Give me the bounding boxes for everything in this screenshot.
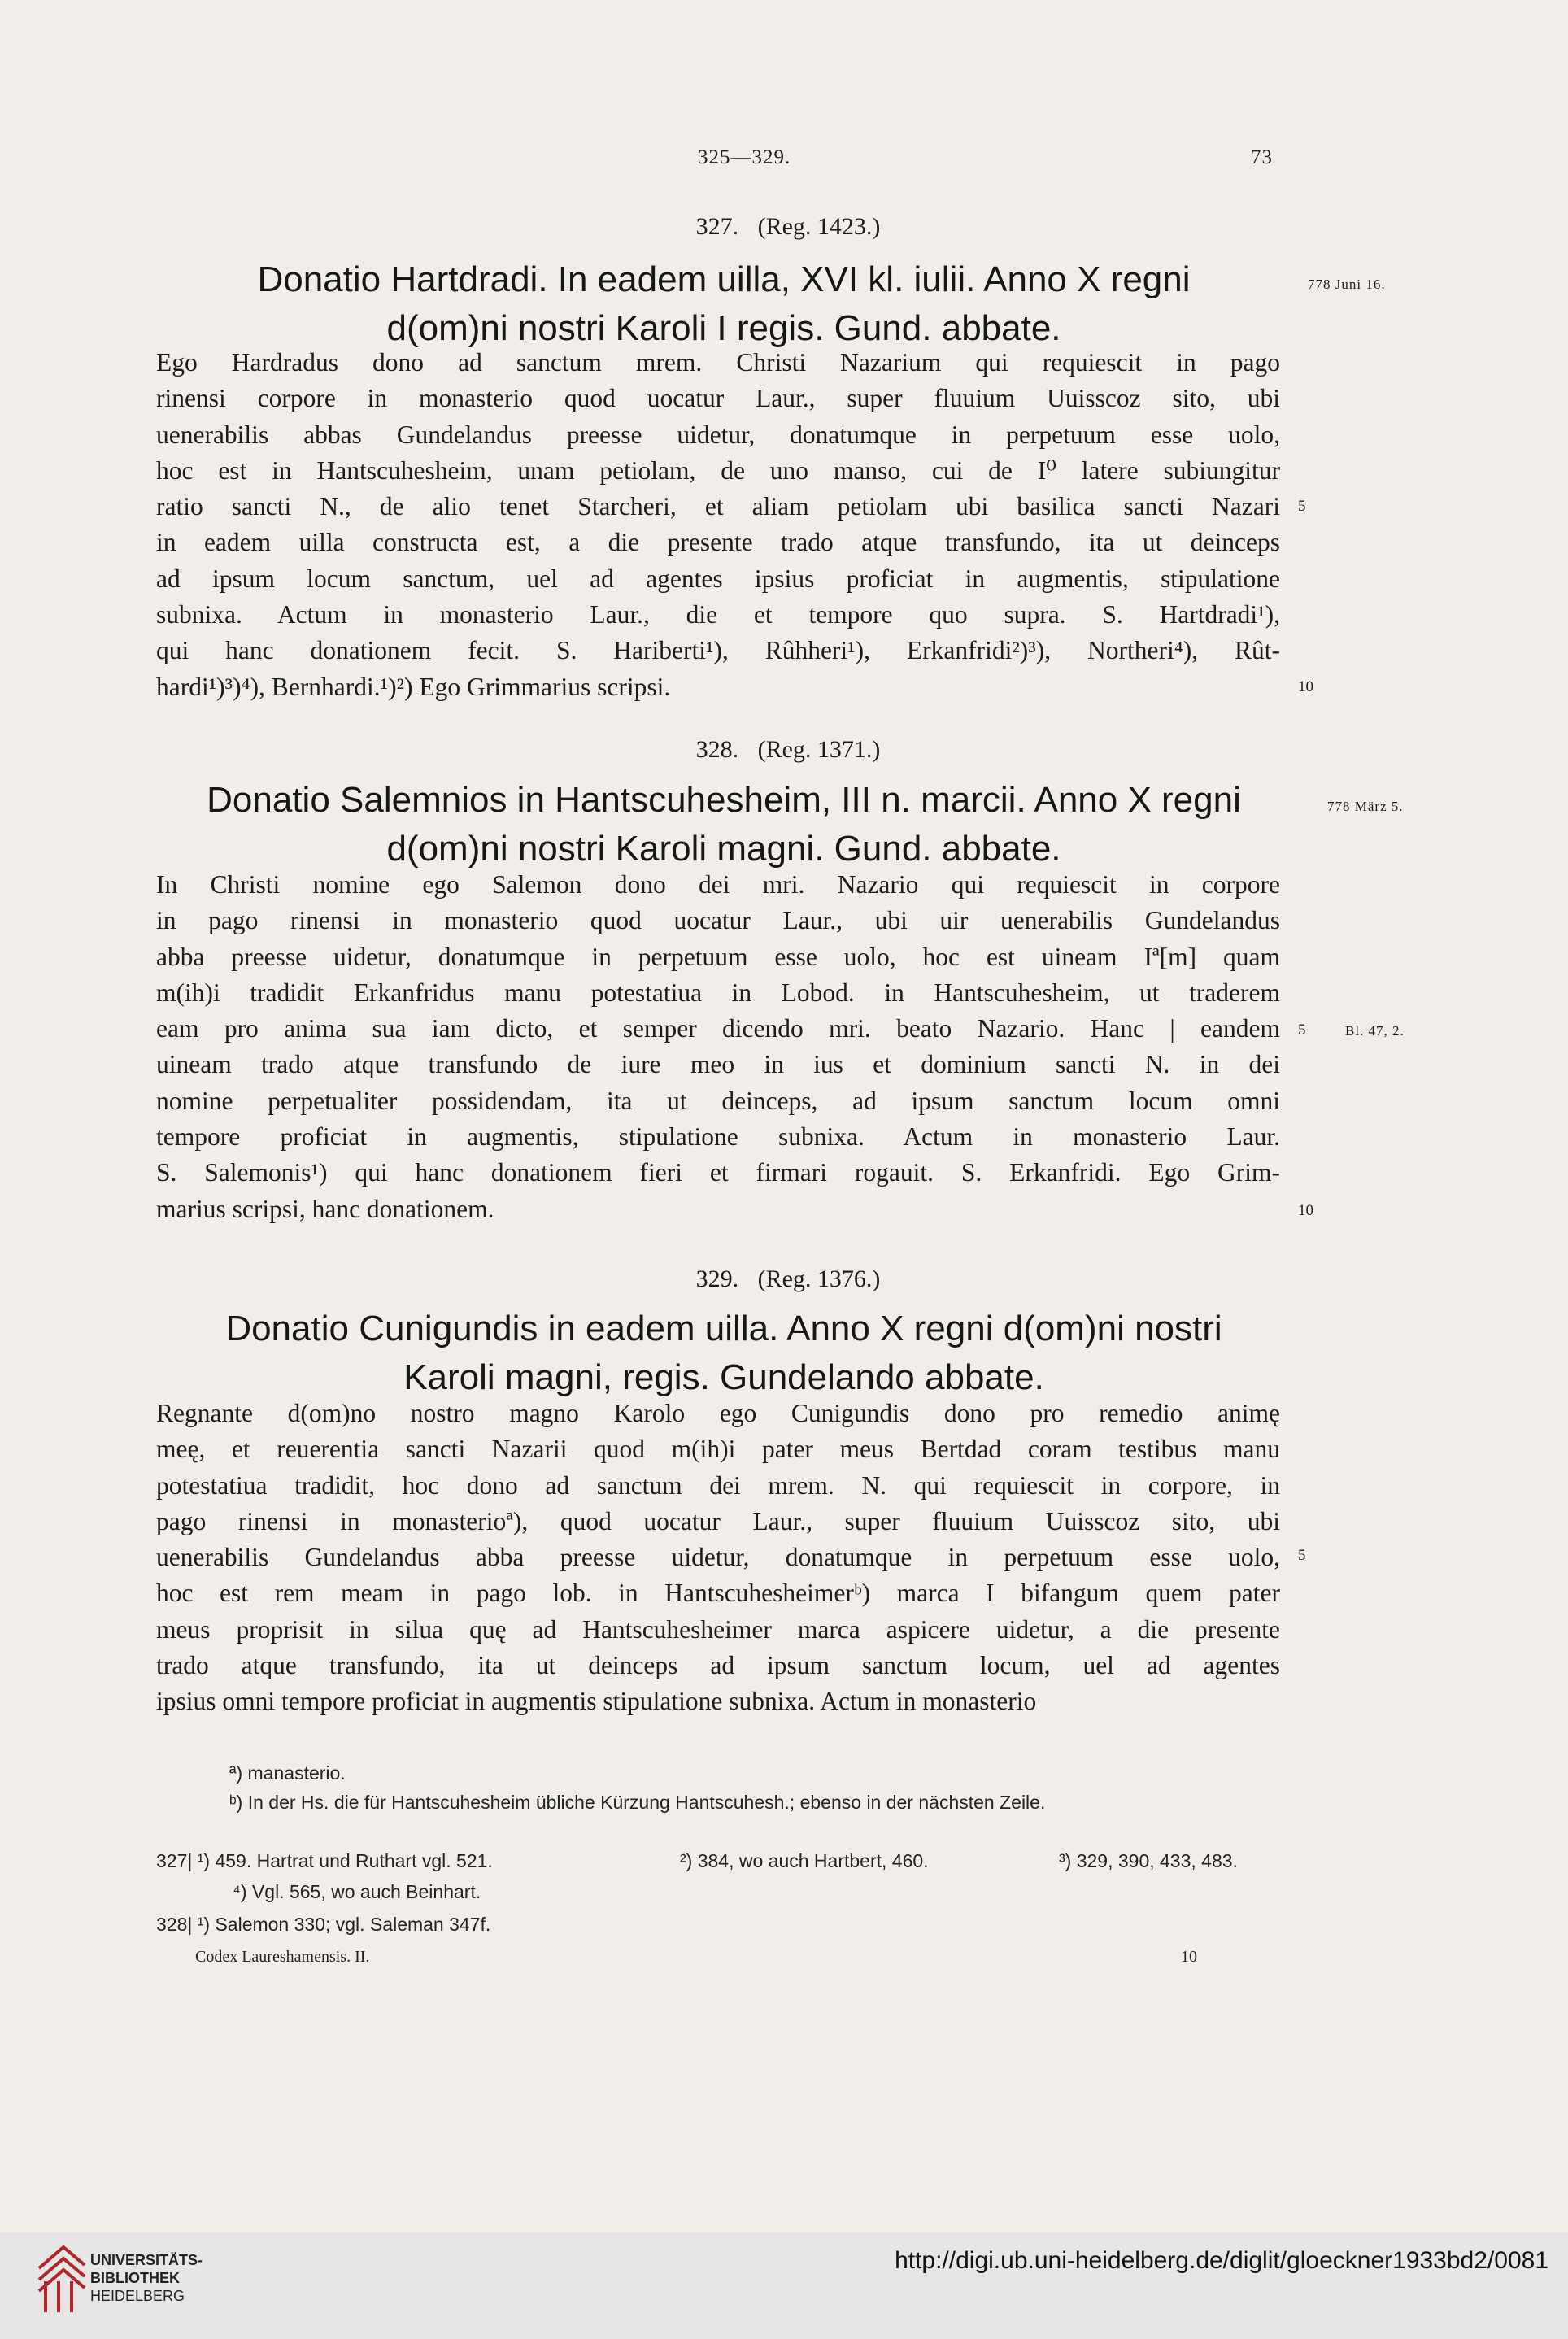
text-line: trado atque transfundo, ita ut deinceps ad ipsum sanctum locum, uel ad agentes [156,1651,1280,1680]
footnote-b: ᵇ) In der Hs. die für Hantscuhesheim übliche Kürzung Hantscuhesh.; ebenso in der nächsten Zeile. [229,1792,1046,1813]
sheet-signature: 10 [1181,1948,1197,1966]
library-name-line: UNIVERSITÄTS- [90,2252,203,2268]
text-line: Ego Hardradus dono ad sanctum mrem. Christi Nazarium qui requiescit in pago [156,348,1280,377]
text-line: tempore proficiat in augmentis, stipulatione subnixa. Actum in monasterio Laur. [156,1122,1280,1152]
text-line: hardi¹)³)⁴), Bernhardi.¹)²) Ego Grimmarius scripsi. [156,672,671,701]
title-line: Donatio Salemnios in Hantscuhesheim, III n. marcii. Anno X regni [207,780,1241,820]
text-line: ipsius omni tempore proficiat in augmentis stipulatione subnixa. Actum in monasterio [156,1687,1037,1716]
note-327-3: ³) 329, 390, 433, 483. [1059,1850,1238,1871]
note-327-1: 327| ¹) 459. Hartrat und Ruthart vgl. 521. [156,1850,493,1871]
text-line: meę, et reuerentia sancti Nazarii quod m(ih)i pater meus Bertdad coram testibus manu [156,1435,1280,1464]
codex-name: Codex Laureshamensis. II. [195,1948,370,1966]
note-327-2: ²) 384, wo auch Hartbert, 460. [680,1850,929,1871]
entry-327-body [156,345,1280,705]
running-head-range: 325—329. [698,146,791,168]
entry-328-date: 778 März 5. [1327,799,1404,814]
title-line: d(om)ni nostri Karoli magni. Gund. abbate. [386,829,1061,869]
text-line: uineam trado atque transfundo de iure meo in ius et dominium sancti N. in dei [156,1050,1280,1079]
library-logo-icon [31,2241,96,2319]
text-line: ratio sancti N., de alio tenet Starcheri, et aliam petiolam ubi basilica sancti Nazari [156,492,1280,521]
text-line: eam pro anima sua iam dicto, et semper dicendo mri. beato Nazario. Hanc | eandem [156,1014,1280,1043]
title-line: Karoli magni, regis. Gundelando abbate. [403,1357,1044,1397]
entry-reg: (Reg. 1376.) [757,1265,881,1292]
entry-327-date: 778 Juni 16. [1308,277,1386,292]
entry-329-body [156,1396,1280,1720]
text-line: hoc est in Hantscuhesheim, unam petiolam, de uno manso, cui de I⁰ latere subiungitur [156,455,1280,485]
text-line: uenerabilis abbas Gundelandus preesse uidetur, donatumque in perpetuum esse uolo, [156,420,1280,449]
text-line: potestatiua tradidit, hoc dono ad sanctum dei mrem. N. qui requiescit in corpore, in [156,1470,1280,1500]
line-marker: 5 [1298,1021,1306,1039]
entry-328-title [163,776,1285,873]
text-line: pago rinensi in monasterioª), quod uocatur Laur., super fluuium Uuisscoz sito, ubi [156,1506,1280,1535]
text-line: hoc est rem meam in pago lob. in Hantscuhesheimerᵇ) marca I bifangum quem pater [156,1579,1280,1608]
text-line: rinensi corpore in monasterio quod uocatur Laur., super fluuium Uuisscoz sito, ubi [156,384,1280,413]
title-line: Donatio Cunigundis in eadem uilla. Anno X regni d(om)ni nostri [225,1309,1222,1348]
text-line: S. Salemonis¹) qui hanc donationem fieri et firmari rogauit. S. Erkanfridi. Ego Grim- [156,1158,1280,1187]
entry-329-heading [0,1265,1568,1293]
text-line: uenerabilis Gundelandus abba preesse uidetur, donatumque in perpetuum esse uolo, [156,1543,1280,1572]
text-line: ad ipsum locum sanctum, uel ad agentes ipsius proficiat in augmentis, stipulatione [156,564,1280,593]
text-line: in pago rinensi in monasterio quod uocatur Laur., ubi uir uenerabilis Gundelandus [156,906,1280,935]
line-marker: 5 [1298,1547,1306,1564]
line-marker: 5 [1298,498,1306,515]
footnote-a: ª) manasterio. [229,1762,346,1784]
text-line: In Christi nomine ego Salemon dono dei mri. Nazario qui requiescit in corpore [156,870,1280,899]
text-line: meus proprisit in silua quę ad Hantscuhesheimer marca aspicere uidetur, a die presente [156,1614,1280,1644]
entry-328-body [156,867,1280,1227]
text-line: in eadem uilla constructa est, a die presente trado atque transfundo, ita ut deinceps [156,528,1280,557]
text-line: qui hanc donationem fecit. S. Hariberti¹), Rûhheri¹), Erkanfridi²)³), Northeri⁴), Rût- [156,636,1280,665]
note-328-1: 328| ¹) Salemon 330; vgl. Saleman 347f. [156,1914,491,1935]
sheet-reference: Bl. 47, 2. [1345,1023,1405,1039]
note-327-4: ⁴) Vgl. 565, wo auch Beinhart. [233,1881,481,1902]
entry-reg: (Reg. 1371.) [757,736,881,763]
title-line: d(om)ni nostri Karoli I regis. Gund. abbate. [386,308,1061,348]
text-line: abba preesse uidetur, donatumque in perpetuum esse uolo, hoc est uineam Iª[m] quam [156,942,1280,971]
entry-number: 327. [695,213,739,240]
library-name-line: HEIDELBERG [90,2288,185,2304]
title-line: Donatio Hartdradi. In eadem uilla, XVI kl. iulii. Anno X regni [257,259,1191,299]
line-marker: 10 [1298,1202,1313,1219]
text-line: subnixa. Actum in monasterio Laur., die et tempore quo supra. S. Hartdradi¹), [156,600,1280,629]
page-number: 73 [1251,146,1273,168]
text-line: m(ih)i tradidit Erkanfridus manu potestatiua in Lobod. in Hantscuhesheim, ut traderem [156,978,1280,1007]
library-name-line: BIBLIOTHEK [90,2270,180,2286]
text-line: marius scripsi, hanc donationem. [156,1194,494,1223]
entry-number: 328. [695,736,739,763]
text-line: nomine perpetualiter possidendam, ita ut deinceps, ad ipsum sanctum locum omni [156,1086,1280,1115]
entry-number: 329. [695,1265,739,1292]
entry-327-title [163,255,1285,353]
permalink[interactable]: http://digi.ub.uni-heidelberg.de/diglit/gloeckner1933bd2/0081 [895,2247,1548,2274]
entry-329-title [163,1305,1285,1402]
entry-reg: (Reg. 1423.) [757,213,881,240]
entry-327-heading [0,213,1568,241]
library-name [90,2251,203,2305]
text-line: Regnante d(om)no nostro magno Karolo ego Cunigundis dono pro remedio animę [156,1399,1280,1427]
line-marker: 10 [1298,678,1313,695]
entry-328-heading [0,736,1568,764]
